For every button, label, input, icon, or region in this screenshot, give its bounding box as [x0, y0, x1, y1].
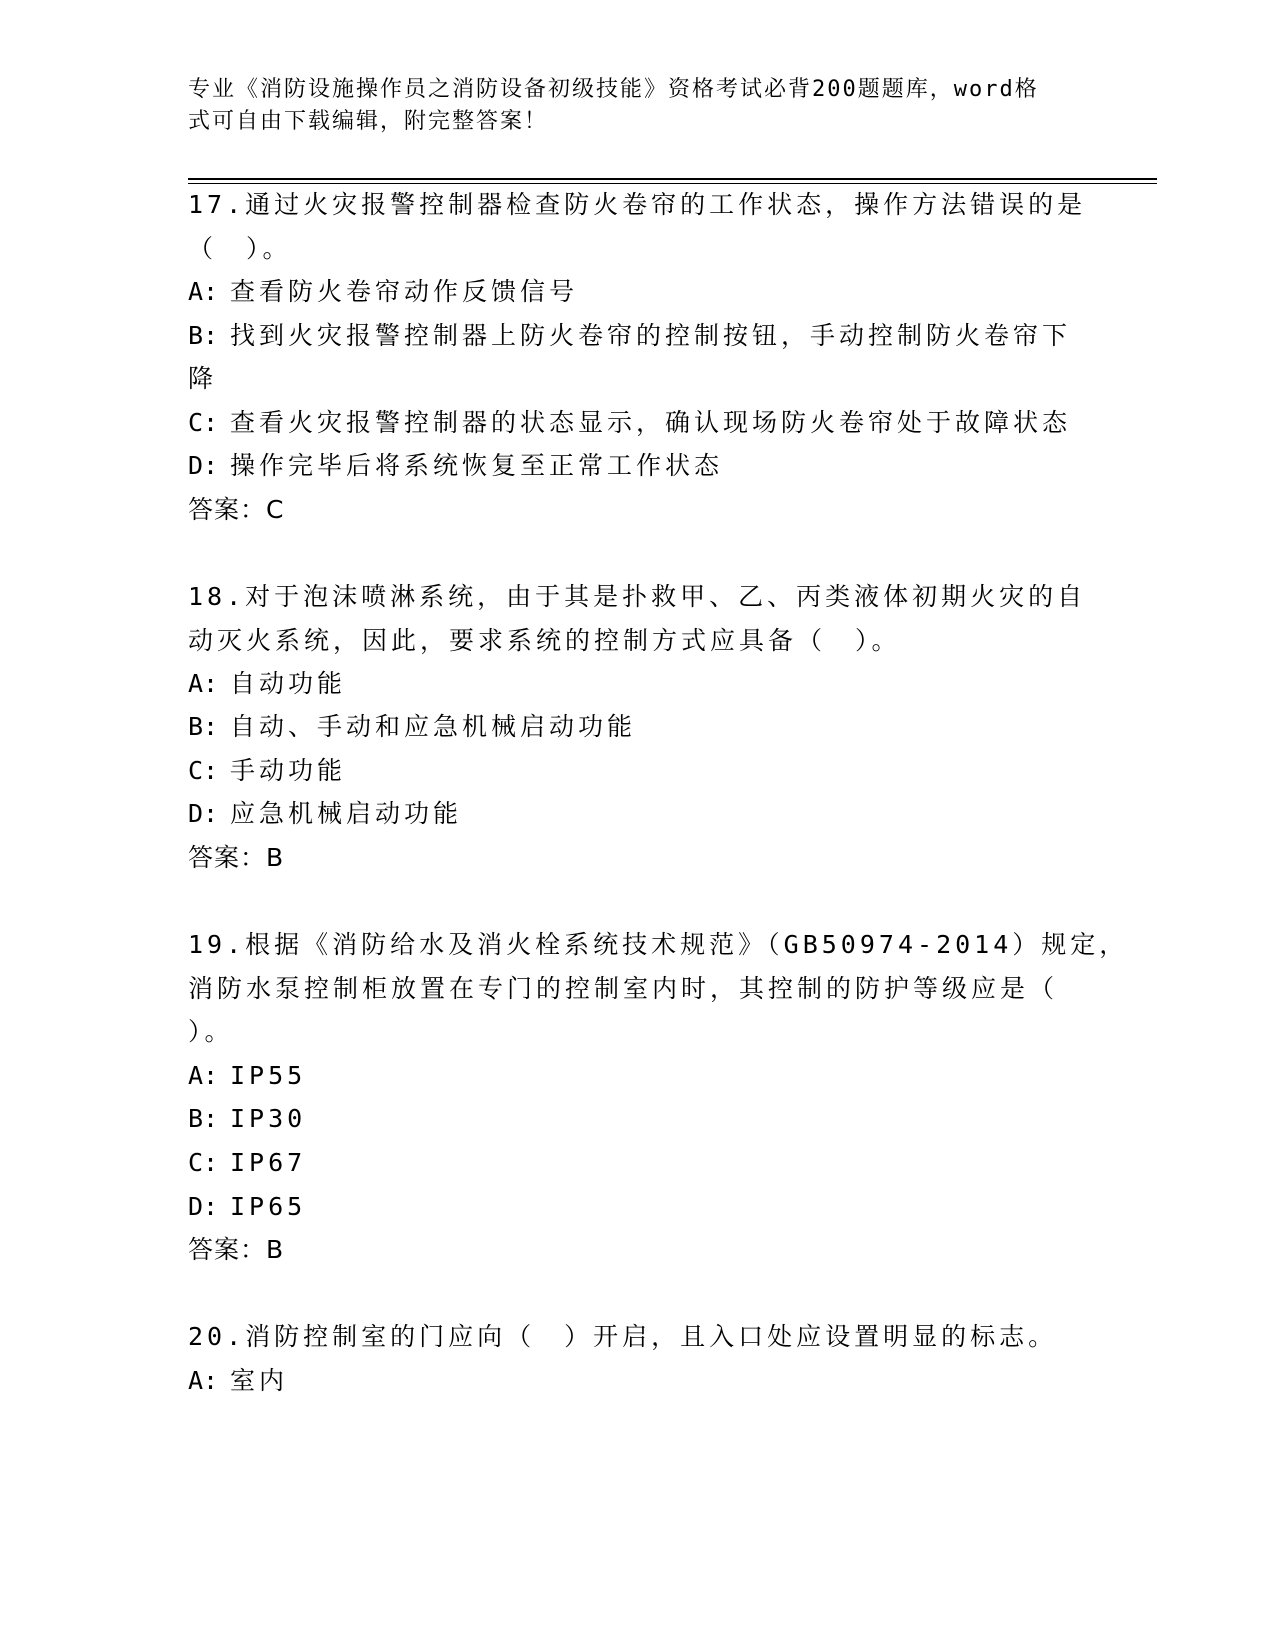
question-17-answer: 答案：C [188, 495, 285, 524]
question-17-option-d [188, 449, 723, 483]
option-label: C: [188, 756, 219, 785]
question-18-answer: 答案：B [188, 843, 285, 872]
header-line-1: 专业《消防设施操作员之消防设备初级技能》资格考试必背200题题库，word格 [188, 77, 1039, 102]
question-17-option-c [188, 406, 1071, 440]
question-19-option-c [188, 1146, 306, 1180]
option-label: D: [188, 799, 219, 828]
option-text: 自动功能 [230, 669, 347, 698]
option-text: 应急机械启动功能 [230, 799, 463, 828]
option-label: D: [188, 1192, 219, 1221]
question-20-stem-line-1: 20.消防控制室的门应向（ ）开启，且入口处应设置明显的标志。 [188, 1322, 1058, 1351]
option-text: 自动、手动和应急机械启动功能 [230, 712, 637, 741]
question-17-stem-line-2: （ ）。 [188, 234, 292, 263]
option-text: 室内 [230, 1366, 289, 1395]
option-label: C: [188, 408, 219, 437]
option-label: D: [188, 451, 219, 480]
question-18-stem-line-2: 动灭火系统，因此，要求系统的控制方式应具备（ ）。 [188, 626, 901, 655]
option-text: 查看火灾报警控制器的状态显示，确认现场防火卷帘处于故障状态 [230, 408, 1072, 437]
option-label: B: [188, 712, 219, 741]
option-text: IP67 [230, 1148, 307, 1177]
option-text: 降 [188, 364, 218, 393]
option-label: A: [188, 1061, 219, 1090]
option-text: IP65 [230, 1192, 307, 1221]
header-divider-thick [188, 178, 1157, 180]
option-label: A: [188, 277, 219, 306]
option-text: IP30 [230, 1104, 307, 1133]
option-label: B: [188, 1104, 219, 1133]
question-17-stem-line-1: 17.通过火灾报警控制器检查防火卷帘的工作状态，操作方法错误的是 [188, 190, 1087, 219]
option-label: A: [188, 1366, 219, 1395]
question-18-option-b [188, 710, 636, 744]
option-label: C: [188, 1148, 219, 1177]
header-line-2: 式可自由下载编辑，附完整答案！ [188, 109, 549, 134]
question-18-option-d [188, 797, 462, 831]
header-divider-thin [188, 183, 1157, 184]
question-18-option-c [188, 754, 346, 788]
question-17-option-b [188, 319, 1071, 353]
question-19-stem-line-3: ）。 [188, 1017, 234, 1046]
question-17-option-b-continued [188, 362, 217, 396]
question-19-option-b [188, 1102, 306, 1136]
question-17-option-a [188, 275, 578, 309]
question-19-stem-line-2: 消防水泵控制柜放置在专门的控制室内时，其控制的防护等级应是（ [188, 974, 1059, 1003]
question-18-stem-line-1: 18.对于泡沫喷淋系统，由于其是扑救甲、乙、丙类液体初期火灾的自 [188, 582, 1087, 611]
question-19-stem-line-1: 19.根据《消防给水及消火栓系统技术规范》（GB50974-2014）规定， [188, 930, 1129, 959]
option-text: IP55 [230, 1061, 307, 1090]
option-text: 找到火灾报警控制器上防火卷帘的控制按钮，手动控制防火卷帘下 [230, 321, 1072, 350]
option-label: B: [188, 321, 219, 350]
question-19-answer: 答案：B [188, 1235, 285, 1264]
option-text: 操作完毕后将系统恢复至正常工作状态 [230, 451, 724, 480]
document-header [188, 74, 1088, 138]
question-18-option-a [188, 667, 346, 701]
option-text: 手动功能 [230, 756, 347, 785]
option-label: A: [188, 669, 219, 698]
question-19-option-a [188, 1059, 306, 1093]
option-text: 查看防火卷帘动作反馈信号 [230, 277, 579, 306]
question-19-option-d [188, 1190, 306, 1224]
question-20-option-a [188, 1364, 288, 1398]
